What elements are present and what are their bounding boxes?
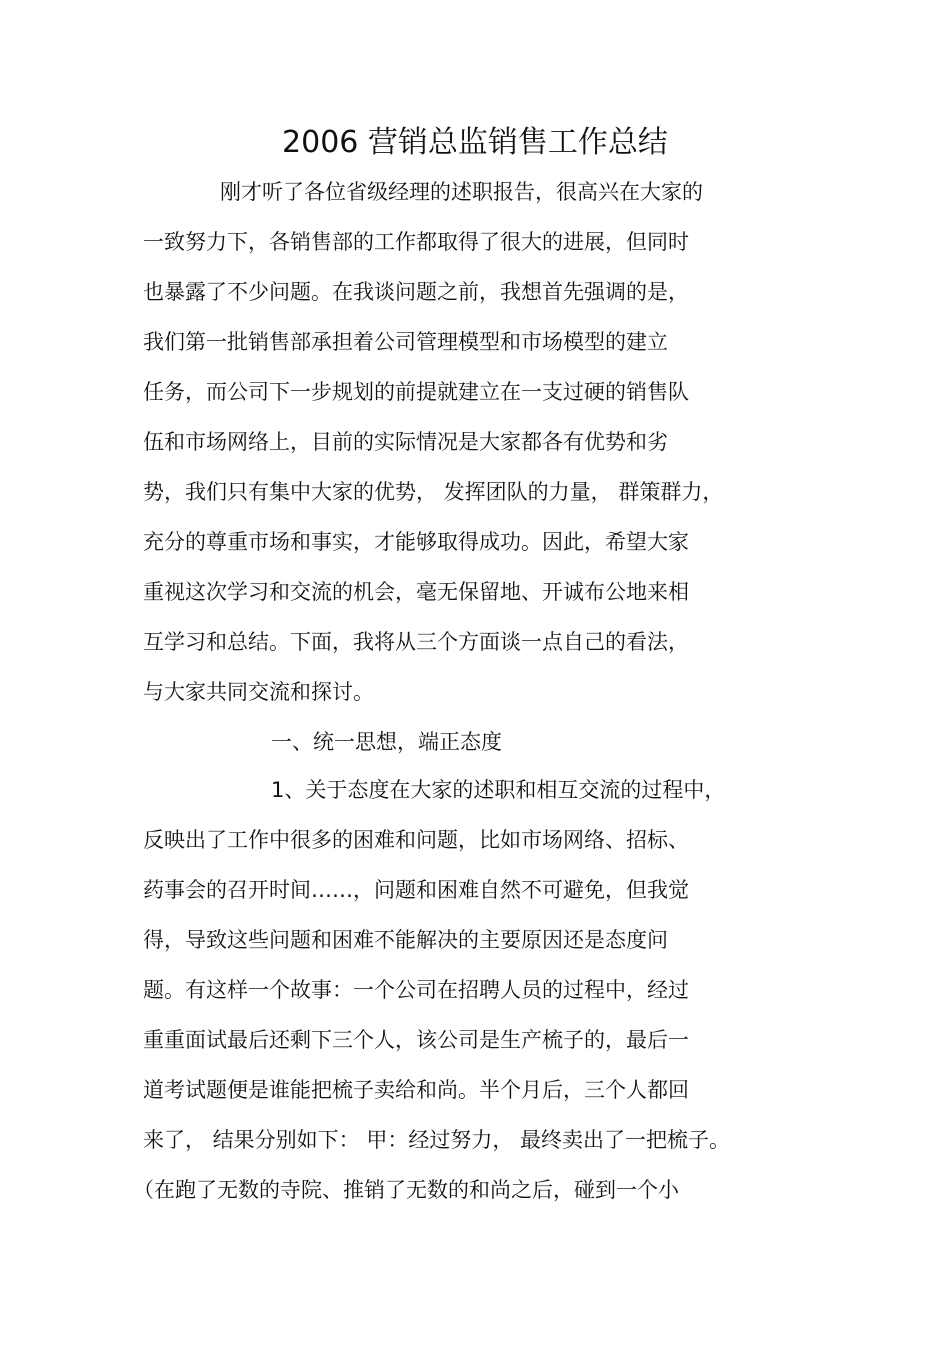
paragraph-line-3: 也暴露了不少问题。在我谈问题之前，我想首先强调的是， [143,280,689,304]
paragraph-line-14: 反映出了工作中很多的困难和问题，比如市场网络、招标、 [143,828,689,852]
paragraph-line-4: 我们第一批销售部承担着公司管理模型和市场模型的建立 [143,330,668,354]
paragraph-line-18: 重重面试最后还剩下三个人，该公司是生产梳子的，最后一 [143,1028,689,1052]
section-heading: 一、统一思想，端正态度 [271,730,502,754]
paragraph-line-9: 重视这次学习和交流的机会，毫无保留地、开诚布公地来相 [143,580,689,604]
paragraph-line-7: 势，我们只有集中大家的优势， 发挥团队的力量， 群策群力， [143,480,724,504]
paragraph-line-21: （在跑了无数的寺院、推销了无数的和尚之后，碰到一个小 [133,1178,679,1202]
paragraph-line-2: 一致努力下，各销售部的工作都取得了很大的进展，但同时 [143,230,689,254]
paragraph-line-11: 与大家共同交流和探讨。 [143,680,374,704]
paragraph-line-15: 药事会的召开时间……，问题和困难自然不可避免，但我觉 [143,878,689,902]
paragraph-line-1: 刚才听了各位省级经理的述职报告，很高兴在大家的 [220,180,703,204]
paragraph-line-10: 互学习和总结。下面，我将从三个方面谈一点自己的看法， [143,630,689,654]
paragraph-line-16: 得，导致这些问题和困难不能解决的主要原因还是态度问 [143,928,668,952]
paragraph-line-5: 任务，而公司下一步规划的前提就建立在一支过硬的销售队 [143,380,689,404]
paragraph-line-6: 伍和市场网络上，目前的实际情况是大家都各有优势和劣 [143,430,668,454]
paragraph-line-17: 题。有这样一个故事：一个公司在招聘人员的过程中，经过 [143,978,689,1002]
document-title: 2006 营销总监销售工作总结 [282,125,668,160]
paragraph-line-20: 来了， 结果分别如下： 甲：经过努力， 最终卖出了一把梳子。 [143,1128,731,1152]
paragraph-line-19: 道考试题便是谁能把梳子卖给和尚。半个月后，三个人都回 [143,1078,689,1102]
paragraph-line-8: 充分的尊重市场和事实，才能够取得成功。因此，希望大家 [143,530,689,554]
paragraph-line-13: 1、关于态度在大家的述职和相互交流的过程中， [271,778,726,802]
